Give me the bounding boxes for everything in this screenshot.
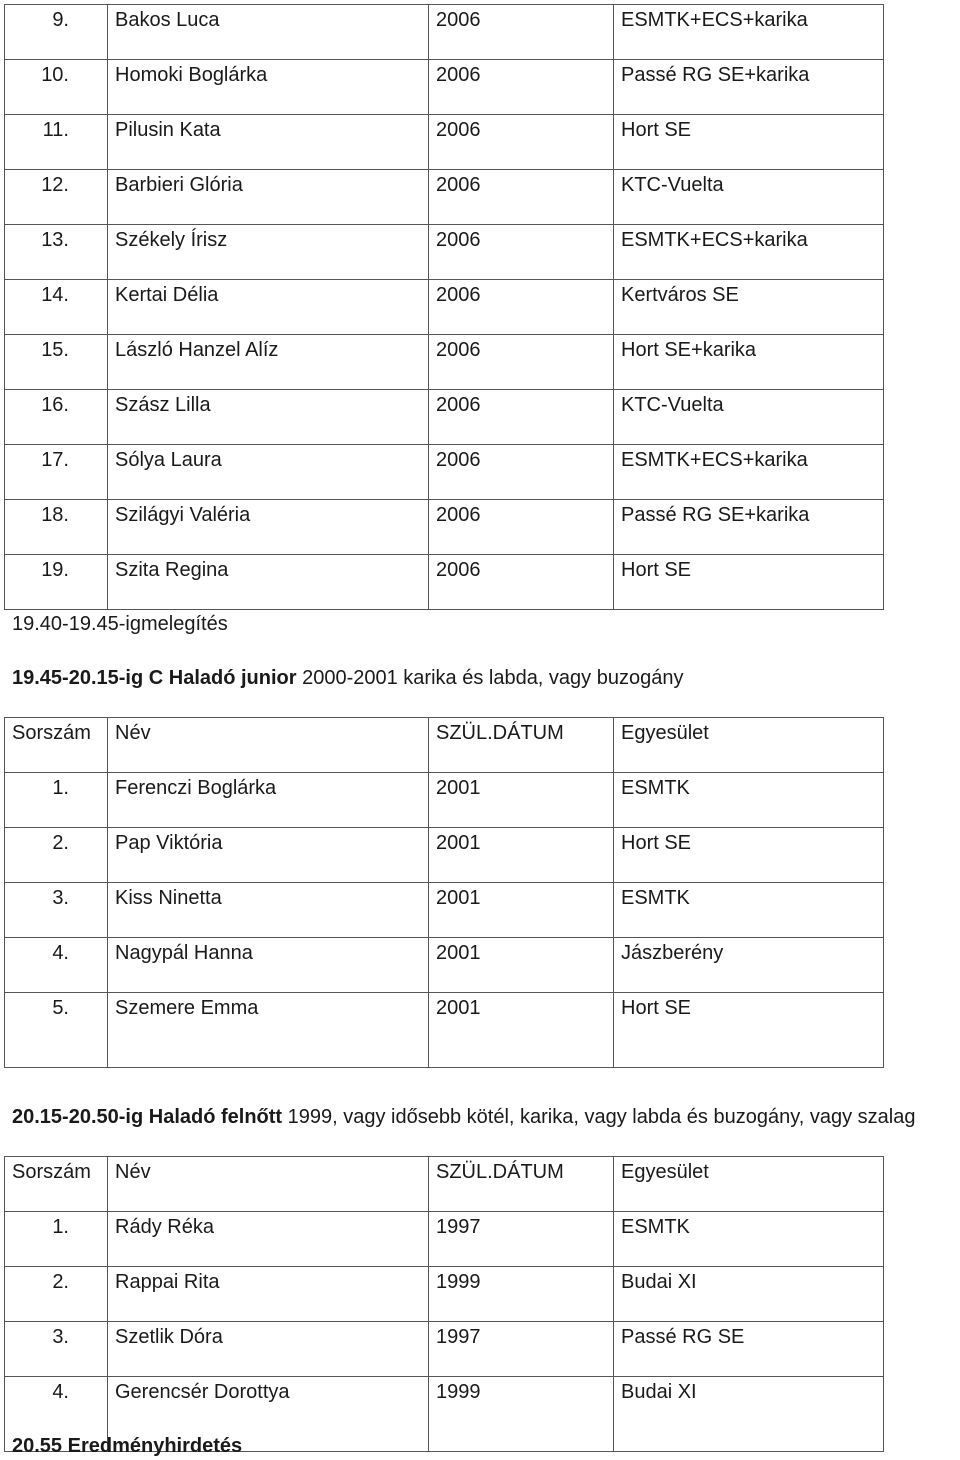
table-row: [5, 828, 884, 883]
cell-club: Kertváros SE: [614, 280, 884, 335]
cell-club: Budai XI: [614, 1267, 884, 1322]
cell-year: 2006: [429, 335, 614, 390]
cell-name: Kertai Délia: [108, 280, 429, 335]
cell-club: KTC-Vuelta: [614, 170, 884, 225]
cell-name: Szita Regina: [108, 555, 429, 610]
table-row: [5, 390, 884, 445]
cell-name: Szetlik Dóra: [108, 1322, 429, 1377]
table-row: [5, 445, 884, 500]
cell-club: KTC-Vuelta: [614, 390, 884, 445]
table-row: [5, 170, 884, 225]
cell-name: Bakos Luca: [108, 5, 429, 60]
cell-year: 1997: [429, 1212, 614, 1267]
cell-name: Pap Viktória: [108, 828, 429, 883]
cell-club: Hort SE: [614, 555, 884, 610]
cell-year: 2001: [429, 773, 614, 828]
cell-year: 2006: [429, 500, 614, 555]
cell-name: Szemere Emma: [108, 993, 429, 1068]
cell-club: ESMTK: [614, 883, 884, 938]
cell-club: Budai XI: [614, 1377, 884, 1452]
cell-num: Sorszám: [5, 1157, 108, 1212]
cell-num: 5.: [5, 993, 108, 1068]
cell-num: 9.: [5, 5, 108, 60]
cell-club: ESMTK+ECS+karika: [614, 445, 884, 500]
cell-name: Szilágyi Valéria: [108, 500, 429, 555]
cell-club: ESMTK: [614, 773, 884, 828]
cell-num: 1.: [5, 773, 108, 828]
table-row: [5, 500, 884, 555]
cell-year: 1997: [429, 1322, 614, 1377]
cell-club: Hort SE: [614, 115, 884, 170]
cell-num: 1.: [5, 1212, 108, 1267]
cell-club: Passé RG SE+karika: [614, 500, 884, 555]
table-row: [5, 225, 884, 280]
cell-num: 13.: [5, 225, 108, 280]
table-group-1: [4, 4, 884, 610]
cell-num: 2.: [5, 828, 108, 883]
table-junior: [4, 717, 884, 1068]
cell-num: 3.: [5, 883, 108, 938]
cell-year: 2001: [429, 938, 614, 993]
cell-year: SZÜL.DÁTUM: [429, 718, 614, 773]
cell-club: Jászberény: [614, 938, 884, 993]
table-row: [5, 1267, 884, 1322]
section-desc-junior: 2000-2001 karika és labda, vagy buzogány: [296, 667, 684, 689]
table-row: [5, 115, 884, 170]
cell-name: Barbieri Glória: [108, 170, 429, 225]
table-row: [5, 280, 884, 335]
warmup-line: 19.40-19.45-igmelegítés: [12, 613, 228, 635]
cell-club: ESMTK+ECS+karika: [614, 225, 884, 280]
section-desc-adult: 1999, vagy idősebb kötél, karika, vagy labda és buzogány, vagy szalag: [282, 1106, 916, 1128]
cell-num: 18.: [5, 500, 108, 555]
cell-year: 2006: [429, 555, 614, 610]
cell-year: 1999: [429, 1267, 614, 1322]
cell-year: 2006: [429, 280, 614, 335]
table-row: [5, 555, 884, 610]
cell-year: 2001: [429, 828, 614, 883]
cell-club: Egyesület: [614, 1157, 884, 1212]
section-title-adult: [12, 1104, 915, 1130]
table-adult: [4, 1156, 884, 1452]
cell-num: 11.: [5, 115, 108, 170]
cell-name: Kiss Ninetta: [108, 883, 429, 938]
table-row: [5, 1322, 884, 1377]
cell-year: 2006: [429, 170, 614, 225]
cell-num: 16.: [5, 390, 108, 445]
table-row: [5, 883, 884, 938]
cell-num: 12.: [5, 170, 108, 225]
cell-num: Sorszám: [5, 718, 108, 773]
cell-name: Pilusin Kata: [108, 115, 429, 170]
cell-year: 2006: [429, 390, 614, 445]
table-header-row: [5, 718, 884, 773]
cell-num: 17.: [5, 445, 108, 500]
cell-year: 1999: [429, 1377, 614, 1452]
cell-year: 2001: [429, 993, 614, 1068]
cell-year: 2001: [429, 883, 614, 938]
section-time-junior: 19.45-20.15-ig C Haladó junior: [12, 667, 297, 689]
cell-num: 15.: [5, 335, 108, 390]
results-text: 20.55 Eredményhirdetés: [12, 1435, 243, 1457]
cell-num: 10.: [5, 60, 108, 115]
cell-year: 2006: [429, 115, 614, 170]
results-announcement: [12, 1433, 242, 1459]
cell-year: 2006: [429, 5, 614, 60]
cell-name: Székely Írisz: [108, 225, 429, 280]
cell-num: 4.: [5, 1377, 108, 1452]
cell-num: 14.: [5, 280, 108, 335]
cell-club: ESMTK: [614, 1212, 884, 1267]
table-row: [5, 773, 884, 828]
cell-year: 2006: [429, 445, 614, 500]
cell-name: Ferenczi Boglárka: [108, 773, 429, 828]
cell-club: Egyesület: [614, 718, 884, 773]
cell-num: 2.: [5, 1267, 108, 1322]
cell-year: SZÜL.DÁTUM: [429, 1157, 614, 1212]
cell-num: 19.: [5, 555, 108, 610]
cell-name: Sólya Laura: [108, 445, 429, 500]
cell-year: 2006: [429, 225, 614, 280]
section-title-junior: [12, 665, 683, 691]
cell-club: Hort SE: [614, 993, 884, 1068]
cell-name: László Hanzel Alíz: [108, 335, 429, 390]
cell-num: 3.: [5, 1322, 108, 1377]
cell-club: Hort SE: [614, 828, 884, 883]
cell-name: Rappai Rita: [108, 1267, 429, 1322]
table-row: [5, 60, 884, 115]
table-header-row: [5, 1157, 884, 1212]
cell-club: Hort SE+karika: [614, 335, 884, 390]
cell-club: Passé RG SE: [614, 1322, 884, 1377]
cell-name: Gerencsér Dorottya: [108, 1377, 429, 1452]
cell-name: Rády Réka: [108, 1212, 429, 1267]
cell-name: Név: [108, 1157, 429, 1212]
cell-club: ESMTK+ECS+karika: [614, 5, 884, 60]
cell-name: Nagypál Hanna: [108, 938, 429, 993]
cell-num: 4.: [5, 938, 108, 993]
cell-name: Homoki Boglárka: [108, 60, 429, 115]
section-time-adult: 20.15-20.50-ig Haladó felnőtt: [12, 1106, 283, 1128]
cell-name: Név: [108, 718, 429, 773]
table-row: [5, 993, 884, 1068]
cell-club: Passé RG SE+karika: [614, 60, 884, 115]
table-row: [5, 335, 884, 390]
table-row: [5, 1212, 884, 1267]
table-row: [5, 5, 884, 60]
cell-year: 2006: [429, 60, 614, 115]
table-row: [5, 938, 884, 993]
cell-name: Szász Lilla: [108, 390, 429, 445]
